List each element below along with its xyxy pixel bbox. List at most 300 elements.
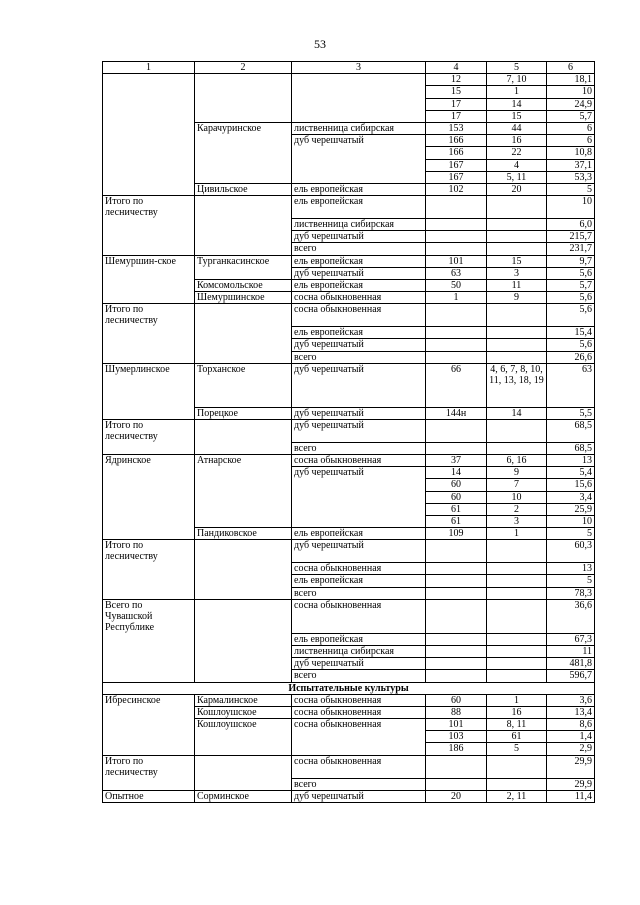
cell-c6: 5,5 xyxy=(547,407,595,419)
cell-c1 xyxy=(103,86,195,98)
cell-c4: 109 xyxy=(426,528,487,540)
cell-c6: 15,4 xyxy=(547,327,595,339)
cell-c3: ель европейская xyxy=(292,633,426,645)
cell-c4: 60 xyxy=(426,694,487,706)
cell-c3: всего xyxy=(292,778,426,790)
table-row xyxy=(103,540,595,563)
cell-c1 xyxy=(103,147,195,159)
cell-c4 xyxy=(426,243,487,255)
table-row xyxy=(103,587,595,599)
cell-c1 xyxy=(103,479,195,491)
cell-c2 xyxy=(195,98,292,110)
cell-c1 xyxy=(103,159,195,171)
cell-c2 xyxy=(195,86,292,98)
cell-c4 xyxy=(426,339,487,351)
cell-c6: 6 xyxy=(547,135,595,147)
cell-c4 xyxy=(426,540,487,563)
table-row xyxy=(103,731,595,743)
table-row xyxy=(103,231,595,243)
header-cell: 2 xyxy=(195,62,292,74)
cell-c1 xyxy=(103,339,195,351)
cell-c2: Порецкое xyxy=(195,407,292,419)
cell-c1 xyxy=(103,528,195,540)
cell-c1 xyxy=(103,658,195,670)
table-body xyxy=(103,74,595,803)
cell-c5 xyxy=(487,755,547,778)
cell-c6: 5,6 xyxy=(547,292,595,304)
header-cell: 1 xyxy=(103,62,195,74)
cell-c2: Цивильское xyxy=(195,183,292,195)
cell-c1 xyxy=(103,407,195,419)
cell-c3: дуб черешчатый xyxy=(292,790,426,802)
cell-c5: 3 xyxy=(487,267,547,279)
cell-c4: 60 xyxy=(426,491,487,503)
cell-c3 xyxy=(292,110,426,122)
cell-c2 xyxy=(195,267,292,279)
cell-c6: 5 xyxy=(547,183,595,195)
table-row xyxy=(103,658,595,670)
cell-c5: 44 xyxy=(487,122,547,134)
cell-c5: 7, 10 xyxy=(487,74,547,86)
cell-c3: ель европейская xyxy=(292,183,426,195)
cell-c1 xyxy=(103,515,195,527)
table-row xyxy=(103,633,595,645)
cell-c6: 25,9 xyxy=(547,503,595,515)
cell-c4: 103 xyxy=(426,731,487,743)
cell-c4: 15 xyxy=(426,86,487,98)
cell-c3: сосна обыкновенная xyxy=(292,719,426,731)
cell-c6: 78,3 xyxy=(547,587,595,599)
cell-c6: 5,4 xyxy=(547,467,595,479)
cell-c3 xyxy=(292,86,426,98)
table-row xyxy=(103,503,595,515)
cell-c4: 60 xyxy=(426,479,487,491)
cell-c5: 20 xyxy=(487,183,547,195)
cell-c4: 17 xyxy=(426,110,487,122)
cell-c3: дуб черешчатый xyxy=(292,267,426,279)
cell-c4: 144н xyxy=(426,407,487,419)
cell-c4: 61 xyxy=(426,503,487,515)
cell-c6: 9,7 xyxy=(547,255,595,267)
cell-c3: дуб черешчатый xyxy=(292,135,426,147)
cell-c4: 101 xyxy=(426,719,487,731)
table-row xyxy=(103,86,595,98)
cell-c5: 10 xyxy=(487,491,547,503)
cell-c5: 4, 6, 7, 8, 10, 11, 13, 18, 19 xyxy=(487,363,547,407)
table-row xyxy=(103,351,595,363)
cell-c4: 20 xyxy=(426,790,487,802)
cell-c3 xyxy=(292,147,426,159)
cell-c6: 5,6 xyxy=(547,339,595,351)
cell-c1 xyxy=(103,503,195,515)
cell-c6: 13 xyxy=(547,454,595,466)
cell-c3: сосна обыкновенная xyxy=(292,706,426,718)
cell-c3: всего xyxy=(292,243,426,255)
cell-c2: Карачуринское xyxy=(195,122,292,134)
cell-c6: 5,6 xyxy=(547,304,595,327)
cell-c1 xyxy=(103,563,195,575)
cell-c4 xyxy=(426,419,487,442)
cell-c3: дуб черешчатый xyxy=(292,407,426,419)
cell-c4: 37 xyxy=(426,454,487,466)
cell-c6: 231,7 xyxy=(547,243,595,255)
table-row xyxy=(103,304,595,327)
cell-c1 xyxy=(103,587,195,599)
cell-c1 xyxy=(103,218,195,230)
cell-c6: 10,8 xyxy=(547,147,595,159)
cell-c3 xyxy=(292,515,426,527)
cell-c4: 153 xyxy=(426,122,487,134)
cell-c5: 15 xyxy=(487,110,547,122)
cell-c6: 1,4 xyxy=(547,731,595,743)
cell-c1 xyxy=(103,575,195,587)
cell-c5: 3 xyxy=(487,515,547,527)
cell-c1 xyxy=(103,74,195,86)
table-row xyxy=(103,442,595,454)
cell-c2 xyxy=(195,351,292,363)
cell-c1: Шемуршин-ское xyxy=(103,255,195,267)
cell-c4 xyxy=(426,599,487,633)
table-row xyxy=(103,110,595,122)
cell-c3: сосна обыкновенная xyxy=(292,755,426,778)
table-row xyxy=(103,135,595,147)
cell-c2: Комсомольское xyxy=(195,279,292,291)
cell-c4 xyxy=(426,645,487,657)
cell-c3: сосна обыкновенная xyxy=(292,563,426,575)
cell-c2 xyxy=(195,74,292,86)
cell-c3 xyxy=(292,479,426,491)
cell-c3 xyxy=(292,74,426,86)
cell-c5: 8, 11 xyxy=(487,719,547,731)
cell-c5 xyxy=(487,575,547,587)
cell-c3 xyxy=(292,491,426,503)
cell-c2 xyxy=(195,479,292,491)
cell-c4: 166 xyxy=(426,147,487,159)
table-row xyxy=(103,719,595,731)
cell-c2 xyxy=(195,467,292,479)
cell-c1 xyxy=(103,778,195,790)
cell-c5 xyxy=(487,670,547,682)
cell-c6: 53,3 xyxy=(547,171,595,183)
table-row xyxy=(103,515,595,527)
cell-c5 xyxy=(487,540,547,563)
cell-c5 xyxy=(487,658,547,670)
table-row xyxy=(103,183,595,195)
cell-c4 xyxy=(426,218,487,230)
cell-c2 xyxy=(195,171,292,183)
cell-c2 xyxy=(195,135,292,147)
cell-c5: 6, 16 xyxy=(487,454,547,466)
cell-c3: всего xyxy=(292,587,426,599)
cell-c5: 16 xyxy=(487,135,547,147)
table-row xyxy=(103,196,595,219)
cell-c6: 29,9 xyxy=(547,755,595,778)
header-row xyxy=(103,62,595,74)
cell-c2 xyxy=(195,196,292,219)
cell-c6: 24,9 xyxy=(547,98,595,110)
cell-c1 xyxy=(103,743,195,755)
cell-c4: 186 xyxy=(426,743,487,755)
cell-c3 xyxy=(292,159,426,171)
cell-c3 xyxy=(292,731,426,743)
cell-c6: 10 xyxy=(547,196,595,219)
cell-c5 xyxy=(487,599,547,633)
cell-c3: дуб черешчатый xyxy=(292,467,426,479)
table-row xyxy=(103,454,595,466)
cell-c1 xyxy=(103,467,195,479)
table-row xyxy=(103,790,595,802)
cell-c3 xyxy=(292,98,426,110)
cell-c5: 1 xyxy=(487,528,547,540)
cell-c2 xyxy=(195,304,292,327)
cell-c5 xyxy=(487,645,547,657)
cell-c2 xyxy=(195,645,292,657)
cell-c6: 36,6 xyxy=(547,599,595,633)
cell-c1: Опытное xyxy=(103,790,195,802)
cell-c5: 22 xyxy=(487,147,547,159)
cell-c1 xyxy=(103,719,195,731)
header-cell: 5 xyxy=(487,62,547,74)
cell-c2 xyxy=(195,218,292,230)
cell-c5: 15 xyxy=(487,255,547,267)
cell-c1 xyxy=(103,183,195,195)
cell-c3: ель европейская xyxy=(292,327,426,339)
cell-c1 xyxy=(103,442,195,454)
cell-c4 xyxy=(426,351,487,363)
cell-c1 xyxy=(103,279,195,291)
table-row xyxy=(103,743,595,755)
table-row xyxy=(103,255,595,267)
cell-c1 xyxy=(103,135,195,147)
cell-c2 xyxy=(195,563,292,575)
cell-c5: 1 xyxy=(487,694,547,706)
cell-c5: 9 xyxy=(487,467,547,479)
cell-c2 xyxy=(195,442,292,454)
cell-c1 xyxy=(103,327,195,339)
cell-c2 xyxy=(195,658,292,670)
table-row xyxy=(103,267,595,279)
cell-c1 xyxy=(103,292,195,304)
cell-c5 xyxy=(487,419,547,442)
table-row xyxy=(103,279,595,291)
cell-c1 xyxy=(103,351,195,363)
cell-c4: 101 xyxy=(426,255,487,267)
cell-c4: 167 xyxy=(426,171,487,183)
section-title: Испытательные культуры xyxy=(103,682,595,694)
cell-c6: 5 xyxy=(547,575,595,587)
cell-c4: 12 xyxy=(426,74,487,86)
cell-c5 xyxy=(487,327,547,339)
cell-c5 xyxy=(487,304,547,327)
cell-c6: 18,1 xyxy=(547,74,595,86)
cell-c6: 215,7 xyxy=(547,231,595,243)
cell-c5: 11 xyxy=(487,279,547,291)
cell-c4 xyxy=(426,658,487,670)
cell-c3: дуб черешчатый xyxy=(292,339,426,351)
table-row xyxy=(103,122,595,134)
cell-c2 xyxy=(195,731,292,743)
cell-c1: Итого по лесничеству xyxy=(103,540,195,563)
header-cell: 6 xyxy=(547,62,595,74)
table-row xyxy=(103,575,595,587)
cell-c2: Пандиковское xyxy=(195,528,292,540)
cell-c3: дуб черешчатый xyxy=(292,231,426,243)
cell-c4: 167 xyxy=(426,159,487,171)
forest-table xyxy=(102,61,595,803)
table-row xyxy=(103,147,595,159)
cell-c3: дуб черешчатый xyxy=(292,363,426,407)
cell-c2: Турганкасинское xyxy=(195,255,292,267)
cell-c6: 3,4 xyxy=(547,491,595,503)
cell-c2 xyxy=(195,743,292,755)
cell-c5 xyxy=(487,218,547,230)
cell-c4: 102 xyxy=(426,183,487,195)
cell-c2 xyxy=(195,778,292,790)
table-row xyxy=(103,563,595,575)
cell-c2 xyxy=(195,159,292,171)
cell-c1: Шумерлинское xyxy=(103,363,195,407)
cell-c5: 2 xyxy=(487,503,547,515)
cell-c2 xyxy=(195,633,292,645)
cell-c6: 60,3 xyxy=(547,540,595,563)
cell-c1: Итого по лесничеству xyxy=(103,304,195,327)
cell-c2 xyxy=(195,599,292,633)
cell-c2 xyxy=(195,587,292,599)
cell-c3 xyxy=(292,743,426,755)
cell-c2 xyxy=(195,670,292,682)
cell-c6: 13,4 xyxy=(547,706,595,718)
cell-c6: 596,7 xyxy=(547,670,595,682)
cell-c1 xyxy=(103,267,195,279)
cell-c3: ель европейская xyxy=(292,255,426,267)
table-row xyxy=(103,243,595,255)
cell-c6: 5,7 xyxy=(547,279,595,291)
cell-c4 xyxy=(426,196,487,219)
cell-c2: Кошлоушское xyxy=(195,706,292,718)
table-row xyxy=(103,292,595,304)
cell-c5 xyxy=(487,351,547,363)
cell-c2 xyxy=(195,231,292,243)
cell-c6: 8,6 xyxy=(547,719,595,731)
cell-c5: 14 xyxy=(487,98,547,110)
cell-c6: 13 xyxy=(547,563,595,575)
cell-c3: ель европейская xyxy=(292,575,426,587)
cell-c2: Кармалинское xyxy=(195,694,292,706)
cell-c3: лиственница сибирская xyxy=(292,122,426,134)
cell-c2 xyxy=(195,755,292,778)
cell-c6: 5 xyxy=(547,528,595,540)
cell-c2: Кошлоушское xyxy=(195,719,292,731)
cell-c1: Ибресинское xyxy=(103,694,195,706)
cell-c4 xyxy=(426,327,487,339)
cell-c3: сосна обыкновенная xyxy=(292,599,426,633)
table-row xyxy=(103,171,595,183)
cell-c6: 26,6 xyxy=(547,351,595,363)
cell-c5 xyxy=(487,778,547,790)
cell-c4 xyxy=(426,563,487,575)
table-row xyxy=(103,755,595,778)
table-row xyxy=(103,694,595,706)
cell-c2: Атнарское xyxy=(195,454,292,466)
cell-c3: дуб черешчатый xyxy=(292,658,426,670)
cell-c5 xyxy=(487,442,547,454)
cell-c5 xyxy=(487,243,547,255)
cell-c6: 2,9 xyxy=(547,743,595,755)
cell-c5: 9 xyxy=(487,292,547,304)
cell-c6: 29,9 xyxy=(547,778,595,790)
cell-c5: 5 xyxy=(487,743,547,755)
cell-c4 xyxy=(426,442,487,454)
cell-c3: ель европейская xyxy=(292,279,426,291)
cell-c1: Ядринское xyxy=(103,454,195,466)
table-row xyxy=(103,599,595,633)
cell-c2 xyxy=(195,243,292,255)
cell-c2 xyxy=(195,110,292,122)
cell-c6: 37,1 xyxy=(547,159,595,171)
cell-c5 xyxy=(487,587,547,599)
cell-c1: Итого по лесничеству xyxy=(103,419,195,442)
table-row xyxy=(103,528,595,540)
cell-c5 xyxy=(487,339,547,351)
cell-c4: 50 xyxy=(426,279,487,291)
table-row xyxy=(103,706,595,718)
cell-c5: 61 xyxy=(487,731,547,743)
cell-c3 xyxy=(292,503,426,515)
cell-c5: 7 xyxy=(487,479,547,491)
cell-c3: сосна обыкновенная xyxy=(292,694,426,706)
cell-c3: всего xyxy=(292,670,426,682)
cell-c5: 16 xyxy=(487,706,547,718)
cell-c6: 67,3 xyxy=(547,633,595,645)
cell-c1: Всего по Чувашской Республике xyxy=(103,599,195,633)
cell-c3: лиственница сибирская xyxy=(292,218,426,230)
cell-c1 xyxy=(103,122,195,134)
table-row xyxy=(103,218,595,230)
cell-c3: сосна обыкновенная xyxy=(292,454,426,466)
cell-c4 xyxy=(426,755,487,778)
section-row xyxy=(103,682,595,694)
cell-c3: всего xyxy=(292,351,426,363)
header-cell: 3 xyxy=(292,62,426,74)
table-row xyxy=(103,407,595,419)
cell-c1 xyxy=(103,645,195,657)
cell-c1 xyxy=(103,633,195,645)
cell-c5: 5, 11 xyxy=(487,171,547,183)
cell-c2 xyxy=(195,419,292,442)
page-number: 53 xyxy=(314,37,326,51)
table-row xyxy=(103,479,595,491)
cell-c4 xyxy=(426,575,487,587)
cell-c3: сосна обыкновенная xyxy=(292,304,426,327)
table-row xyxy=(103,98,595,110)
cell-c3: дуб черешчатый xyxy=(292,419,426,442)
cell-c1 xyxy=(103,706,195,718)
cell-c2: Торханское xyxy=(195,363,292,407)
cell-c6: 63 xyxy=(547,363,595,407)
cell-c6: 68,5 xyxy=(547,442,595,454)
cell-c2 xyxy=(195,503,292,515)
header-cell: 4 xyxy=(426,62,487,74)
cell-c6: 15,6 xyxy=(547,479,595,491)
cell-c4: 88 xyxy=(426,706,487,718)
table-row xyxy=(103,363,595,407)
cell-c4: 14 xyxy=(426,467,487,479)
table-row xyxy=(103,491,595,503)
table-row xyxy=(103,339,595,351)
cell-c5 xyxy=(487,196,547,219)
cell-c6: 10 xyxy=(547,86,595,98)
cell-c2 xyxy=(195,491,292,503)
